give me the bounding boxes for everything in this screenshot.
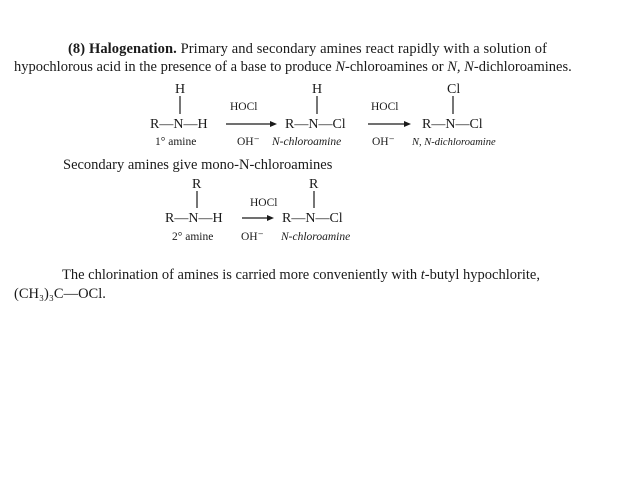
closing-line-2: (CH₃)₃C—OCl.: [14, 286, 106, 302]
closing-line-1: The chlorination of amines is carried more conveniently with t-butyl hypochlorite,: [62, 267, 540, 283]
arrow-2-head: [404, 121, 411, 127]
arrow-3-head: [267, 215, 274, 221]
secondary-rnh: R—N—H: [165, 211, 223, 226]
secondary-rncl: R—N—Cl: [282, 211, 343, 226]
label-n-chloroamine: N-chloroamine: [272, 136, 342, 148]
dichloro-cl-top: Cl: [447, 82, 461, 97]
section-number: (8): [68, 41, 86, 57]
intro-text-1: Primary and secondary amines react rapidly with a solution of: [180, 41, 548, 57]
intro-line-2: hypochlorous acid in the presence of a base to produce N-chloroamines or N, N-dichloroamines.: [14, 59, 572, 75]
primary-amine-scheme: [150, 82, 496, 148]
secondary-chloro-r-top: R: [309, 177, 319, 192]
label-primary-amine: 1° amine: [155, 136, 197, 148]
secondary-amine-scheme: [165, 177, 350, 243]
reagent-hocl-1: HOCl: [230, 101, 258, 113]
reagent-hocl-3: HOCl: [250, 197, 278, 209]
label-n-n-dichloroamine: N, N-dichloroamine: [412, 137, 496, 148]
primary-rnh: R—N—H: [150, 117, 208, 132]
reagent-hocl-2: HOCl: [371, 101, 399, 113]
dichloro-rncl: R—N—Cl: [422, 117, 483, 132]
primary-h-top: H: [175, 82, 186, 97]
condition-oh-1: OH⁻: [237, 136, 260, 148]
chloro-h-top: H: [312, 82, 323, 97]
section-heading: Halogenation.: [88, 41, 177, 57]
condition-oh-2: OH⁻: [372, 136, 395, 148]
secondary-r-top: R: [192, 177, 202, 192]
label-secondary-n-chloroamine: N-chloroamine: [281, 231, 351, 243]
condition-oh-3: OH⁻: [241, 231, 264, 243]
label-secondary-amine: 2° amine: [172, 231, 214, 243]
secondary-heading: Secondary amines give mono-N-chloroamines: [63, 157, 333, 173]
chloro-rncl: R—N—Cl: [285, 117, 346, 132]
arrow-1-head: [270, 121, 277, 127]
